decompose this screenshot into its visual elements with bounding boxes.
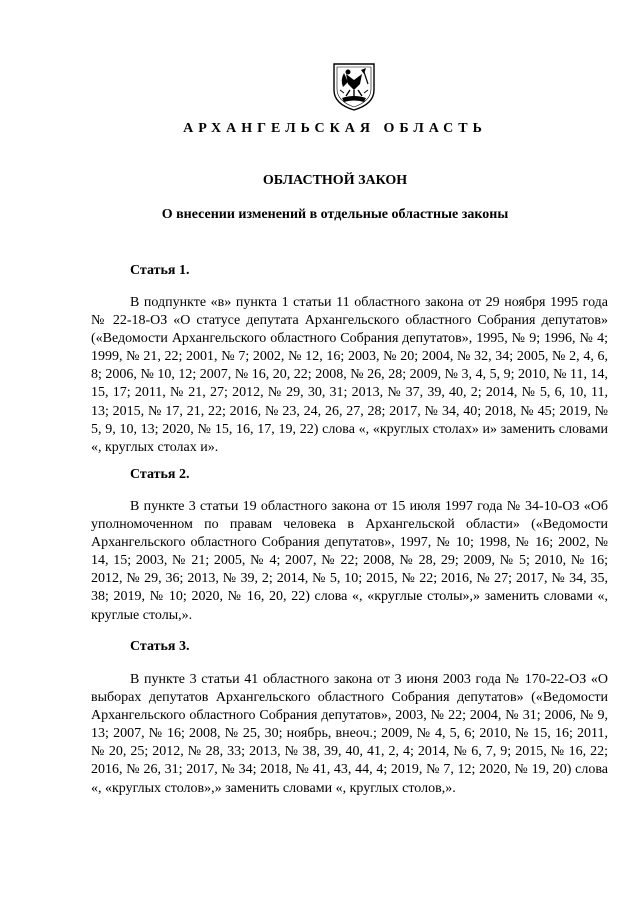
region-name: АРХАНГЕЛЬСКАЯ ОБЛАСТЬ [183,121,487,136]
article-1-heading: Статья 1. [130,263,190,278]
article-2-text: В пункте 3 статьи 19 областного закона от 15 июля 1997 года № 34-10-ОЗ «Об уполномоченном по правам человека в Архангельской области» («Ведомости Архангельского областного Собрания депутатов», 1997, № 10; 1998, № 16; 2002, № 14, 15; 2003, № 21; 2005, № 4; 2007, № 22; 2008, № 28, 29; 2009, № 5; 2010, № 16; 2012, № 29, 36; 2013, № 39, 2; 2014, № 5, 10; 2015, № 22; 2016, № 27; 2017, № 34, 35, 38; 2019, № 10; 2020, № 16, 20, 22) слова «, «круглые столы»,» заменить словами «, круглые столы,». [91,499,608,623]
law-title: О внесении изменений в отдельные областные законы [161,207,509,222]
article-3-text: В пункте 3 статьи 41 областного закона от 3 июня 2003 года № 170-22-ОЗ «О выборах депутатов Архангельского областного Собрания депутатов» («Ведомости Архангельского областного Собрания депутатов», 2003, № 22; 2004, № 31; 2006, № 9, 13; 2007, № 16; 2008, № 25, 30; ноябрь, внеоч.; 2009, № 4, 5, 6; 2010, № 15, 16; 2011, № 20, 25; 2012, № 28, 33; 2013, № 38, 39, 40, 41, 2, 4; 2014, № 6, 7, 9; 2015, № 16, 22; 2016, № 26, 31; 2017, № 34; 2018, № 41, 43, 44, 4; 2019, № 7, 12; 2020, № 19, 20) слова «, «круглых столов»,» заменить словами «, круглых столов,». [91,672,608,796]
law-type: ОБЛАСТНОЙ ЗАКОН [262,173,408,188]
article-1-text: В подпункте «в» пункта 1 статьи 11 областного закона от 29 ноября 1995 года № 22-18-ОЗ «О статусе депутата Архангельского областного Собрания депутатов» («Ведомости Архангельского областного Собрания депутатов», 1995, № 9; 1996, № 4; 1999, № 21, 22; 2001, № 7; 2002, № 12, 16; 2003, № 20; 2004, № 32, 34; 2005, № 2, 4, 6, 8; 2006, № 10, 12; 2007, № 16, 20, 22; 2008, № 26, 28; 2009, № 3, 4, 5, 9; 2010, № 11, 14, 15, 17; 2011, № 21, 27; 2012, № 29, 30, 31; 2013, № 37, 39, 40, 2; 2014, № 5, 6, 10, 11, 13; 2015, № 17, 21, 22; 2016, № 23, 24, 26, 27, 28; 2017, № 34, 40; 2018, № 45; 2019, № 5, 9, 10, 13; 2020, № 15, 16, 17, 19, 22) слова «, «круглых столах» и» заменить словами «, круглых столах и». [91,295,608,455]
coat-of-arms-icon [330,60,378,112]
article-2-heading: Статья 2. [130,467,190,482]
article-3-heading: Статья 3. [130,639,190,654]
